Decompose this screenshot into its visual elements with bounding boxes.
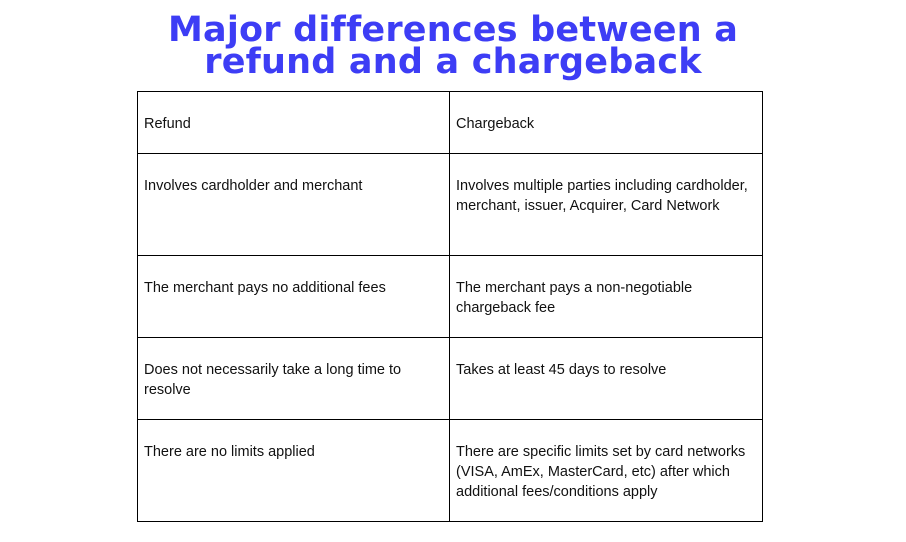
refund-cell: Does not necessarily take a long time to resolve <box>138 338 450 420</box>
chargeback-cell: Takes at least 45 days to resolve <box>450 338 763 420</box>
table-row <box>138 338 763 420</box>
header-cell-chargeback: Chargeback <box>450 92 763 154</box>
refund-cell: Involves cardholder and merchant <box>138 154 450 256</box>
refund-cell: There are no limits applied <box>138 420 450 522</box>
comparison-table <box>137 91 763 522</box>
chargeback-cell: The merchant pays a non-negotiable chargeback fee <box>450 256 763 338</box>
refund-cell: The merchant pays no additional fees <box>138 256 450 338</box>
table-row <box>138 154 763 256</box>
table-row <box>138 420 763 522</box>
page-title <box>0 10 906 82</box>
table-header-row <box>138 92 763 154</box>
chargeback-cell: Involves multiple parties including cardholder, merchant, issuer, Acquirer, Card Network <box>450 154 763 256</box>
page-title-line-1: Major differences between a <box>167 10 739 50</box>
page-title-line-2: refund and a chargeback <box>204 42 702 82</box>
chargeback-cell: There are specific limits set by card networks (VISA, AmEx, MasterCard, etc) after which additional fees/conditions apply <box>450 420 763 522</box>
header-cell-refund: Refund <box>138 92 450 154</box>
table-row <box>138 256 763 338</box>
